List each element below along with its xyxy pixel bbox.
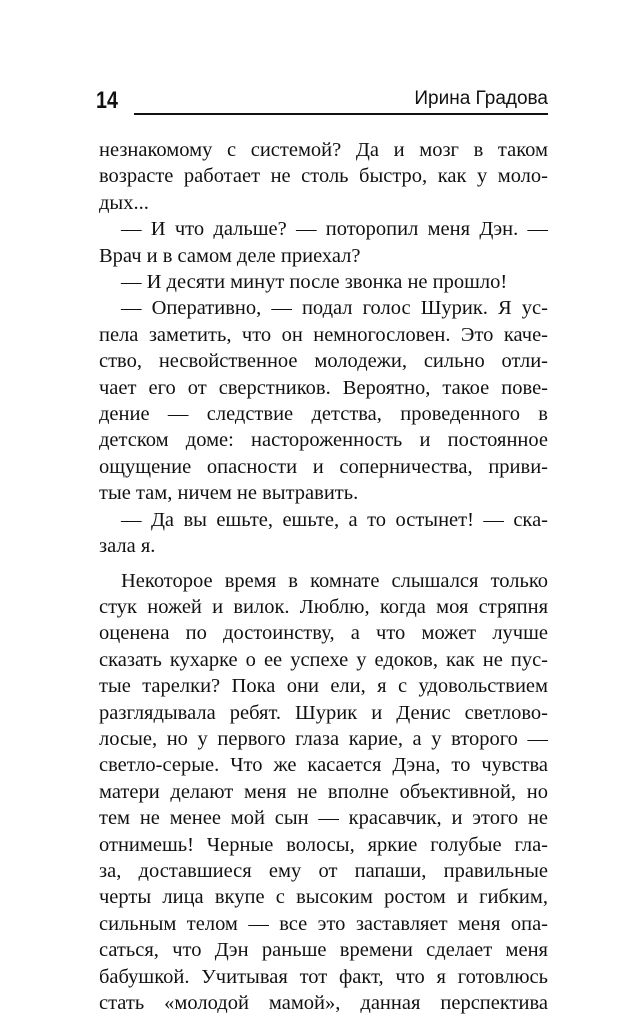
text-line: Врач и в самом деле приехал? (99, 244, 361, 267)
text-line: дение — следствие детства, проведенного в (99, 403, 548, 426)
text-line: отнимешь! Черные волосы, яркие голубые гла- (99, 833, 548, 856)
text-line: тем не менее мой сын — красавчик, и этого не (99, 807, 548, 830)
text-line: пела заметить, что он немногословен. Это каче- (99, 323, 548, 346)
text-line: зала я. (99, 535, 156, 558)
text-line: ство, несвойственное молодежи, сильно отли- (99, 350, 548, 373)
text-line: черты лица вкупе с высоким ростом и гибким, (99, 886, 548, 909)
text-line: оценена по достоинству, а что может лучше (99, 622, 548, 645)
text-line: возрасте работает не столь быстро, как у моло- (99, 165, 548, 188)
text-line: за, доставшиеся ему от папаши, правильные (99, 859, 548, 882)
text-line: незнакомому с системой? Да и мозг в таком (99, 139, 548, 161)
text-line: лосые, но у первого глаза карие, а у второго — (99, 727, 548, 750)
text-line: ощущение опасности и соперничества, приви- (99, 455, 548, 478)
text-line: сильным телом — все это заставляет меня опа- (99, 912, 548, 935)
text-line: стук ножей и вилок. Люблю, когда моя стряпня (99, 595, 548, 618)
text-line: Некоторое время в комнате слышался только (121, 569, 548, 592)
text-line: стать «молодой мамой», данная перспектива (99, 992, 548, 1014)
text-line: тые тарелки? Пока они ели, я с удовольствием (99, 675, 548, 698)
running-head-author: Ирина Градова (414, 88, 548, 109)
text-line: тые там, ничем не вытравить. (99, 482, 359, 505)
text-line: чает его от сверстников. Вероятно, такое пове- (99, 376, 548, 399)
text-line: дых... (99, 191, 149, 214)
header-rule (134, 113, 548, 115)
text-line: бабушкой. Учитывая тот факт, что я готовлюсь (99, 965, 548, 988)
text-line: — И десяти минут после звонка не прошло! (121, 271, 508, 294)
text-line: светло-серые. Что же касается Дэна, то чувства (99, 754, 548, 777)
body-text (99, 137, 548, 1016)
page-number: 14 (96, 87, 118, 114)
text-line: — Оперативно, — подал голос Шурик. Я ус- (121, 297, 548, 320)
text-line: саться, что Дэн раньше времени сделает меня (99, 939, 548, 962)
text-line: сказать кухарке о ее успехе у едоков, как не пус- (99, 648, 548, 671)
text-line: — И что дальше? — поторопил меня Дэн. — (121, 218, 548, 241)
page-header (96, 86, 548, 120)
text-line: — Да вы ешьте, ешьте, а то остынет! — ска- (121, 508, 548, 531)
text-line: детском доме: настороженность и постоянное (99, 429, 548, 452)
text-line: разглядывала ребят. Шурик и Денис светлово- (99, 701, 548, 724)
text-line: матери делают меня не вполне объективной, но (99, 780, 548, 803)
